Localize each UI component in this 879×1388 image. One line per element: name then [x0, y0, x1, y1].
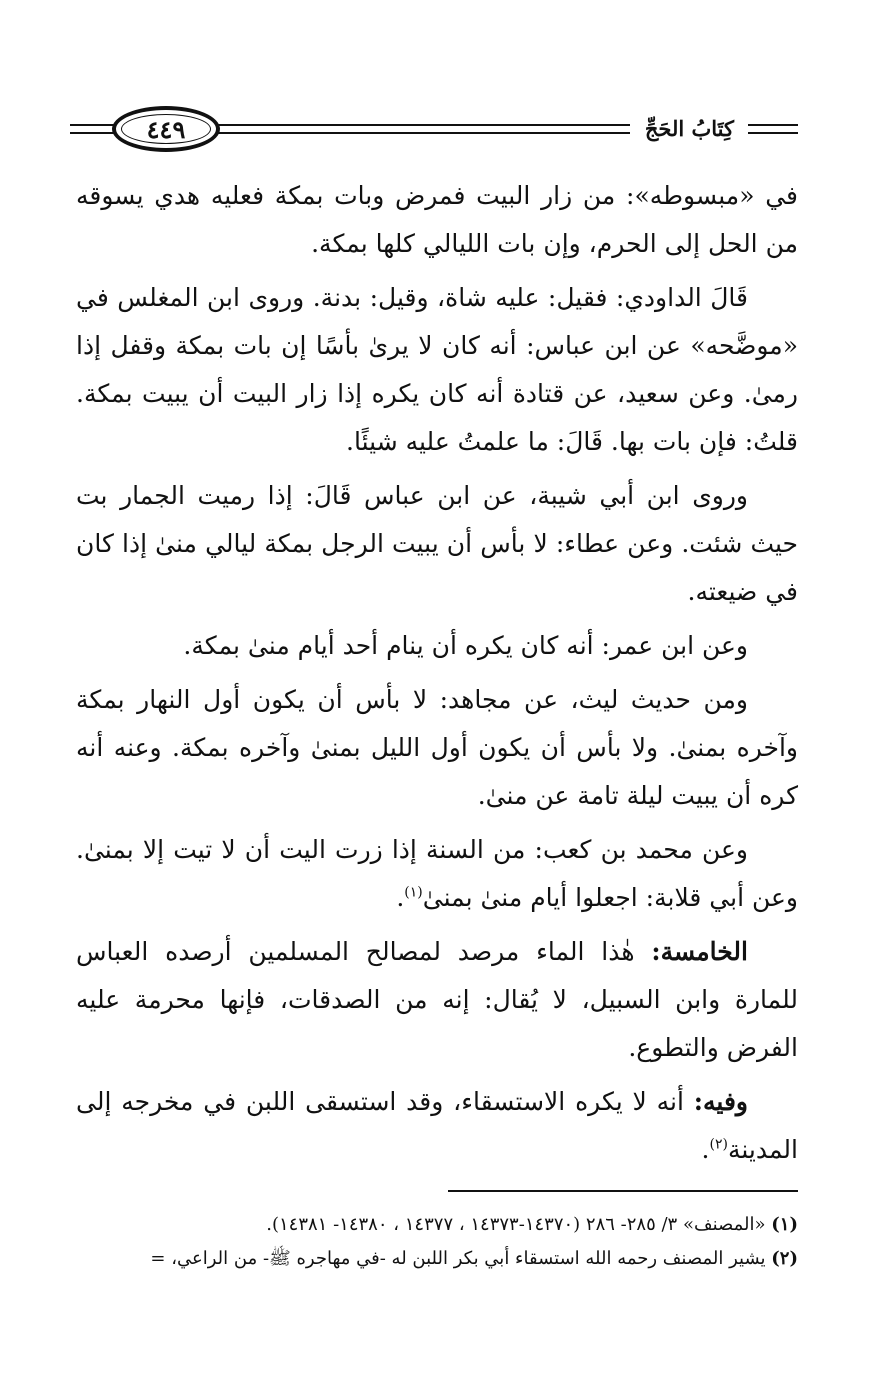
- page-number: ٤٤٩: [146, 114, 186, 144]
- page-number-inner-ring: [121, 114, 211, 144]
- paragraph-2: قَالَ الداودي: فقيل: عليه شاة، وقيل: بدنة. وروى ابن المغلس في «موضَّحه» عن ابن عباس: أنه كان لا يرىٰ بأسًا إن بات بمكة وقفل إذا رمىٰ. وعن سعيد، عن قتادة أنه كان يكره إذا زار البيت أن يبيت بمكة. قلتُ: فإن بات بها. قَالَ: ما علمتُ عليه شيئًا.: [76, 283, 798, 456]
- header-rule-right-bottom: [748, 132, 798, 134]
- paragraph-8-heading: وفيه:: [693, 1087, 748, 1116]
- paragraph-5: ومن حديث ليث، عن مجاهد: لا بأس أن يكون أول النهار بمكة وآخره بمنىٰ. ولا بأس أن يكون أول الليل بمنىٰ وآخره بمكة. وعنه أنه كره أن يبيت ليلة تامة عن منىٰ.: [76, 685, 798, 810]
- paragraph-6: [76, 826, 798, 922]
- footnote-2-text: يشير المصنف رحمه الله استسقاء أبي بكر اللبن له -في مهاجره ﷺ- من الراعي، =: [150, 1248, 766, 1269]
- footnote-1-mark: (١): [771, 1214, 798, 1235]
- paragraph-8-end: .: [701, 1135, 710, 1164]
- paragraph-1: في «مبسوطه»: من زار البيت فمرض وبات بمكة فعليه هدي يسوقه من الحل إلى الحرم، وإن بات الليالي كلها بمكة.: [76, 181, 798, 258]
- main-text: [76, 172, 798, 1180]
- footnote-ref-1[interactable]: (١): [404, 884, 423, 901]
- header-rule-middle-top: [210, 124, 630, 126]
- page-header: [70, 102, 798, 162]
- paragraph-6-line-1: وعن محمد بن كعب: من السنة إذا زرت اليت أن لا تيت إلا بمنىٰ.: [76, 835, 748, 864]
- paragraph-7: [76, 928, 798, 1072]
- footnote-1-text: «المصنف» ٣/ ٢٨٥- ٢٨٦ (١٤٣٧٠-١٤٣٧٣ ، ١٤٣٧٧ ، ١٤٣٨٠- ١٤٣٨١).: [266, 1214, 766, 1235]
- book-title: كِتَابُ الحَجِّ: [644, 116, 734, 141]
- footnote-1: [60, 1208, 798, 1242]
- paragraph-4: وعن ابن عمر: أنه كان يكره أن ينام أحد أيام منىٰ بمكة.: [183, 631, 748, 660]
- paragraph-8-text: أنه لا يكره الاستسقاء، وقد استسقى اللبن في مخرجه إلى المدينة: [76, 1087, 798, 1164]
- footnote-ref-2[interactable]: (٢): [709, 1136, 728, 1153]
- paragraph-7-heading: الخامسة:: [651, 937, 748, 966]
- paragraph-6-line-2: وعن أبي قلابة: اجعلوا أيام منىٰ بمنىٰ: [422, 883, 798, 912]
- footnote-2-mark: (٢): [771, 1248, 798, 1269]
- paragraph-8: [76, 1078, 798, 1174]
- footnote-2: [60, 1242, 798, 1276]
- header-rule-right-top: [748, 124, 798, 126]
- paragraph-3: وروى ابن أبي شيبة، عن ابن عباس قَالَ: إذا رميت الجمار بت حيث شئت. وعن عطاء: لا بأس أن يبيت الرجل بمكة ليالي منىٰ إذا كان في ضيعته.: [76, 481, 798, 606]
- header-rule-middle-bottom: [210, 132, 630, 134]
- footnote-separator: [448, 1190, 798, 1192]
- paragraph-7-text: هٰذا الماء مرصد لمصالح المسلمين أرصده العباس للمارة وابن السبيل، لا يُقال: إنه من الصدقات، فإنها محرمة عليه الفرض والتطوع.: [76, 937, 798, 1062]
- paragraph-6-end: .: [396, 883, 405, 912]
- footnotes: [60, 1208, 798, 1276]
- page-number-badge: [112, 106, 220, 152]
